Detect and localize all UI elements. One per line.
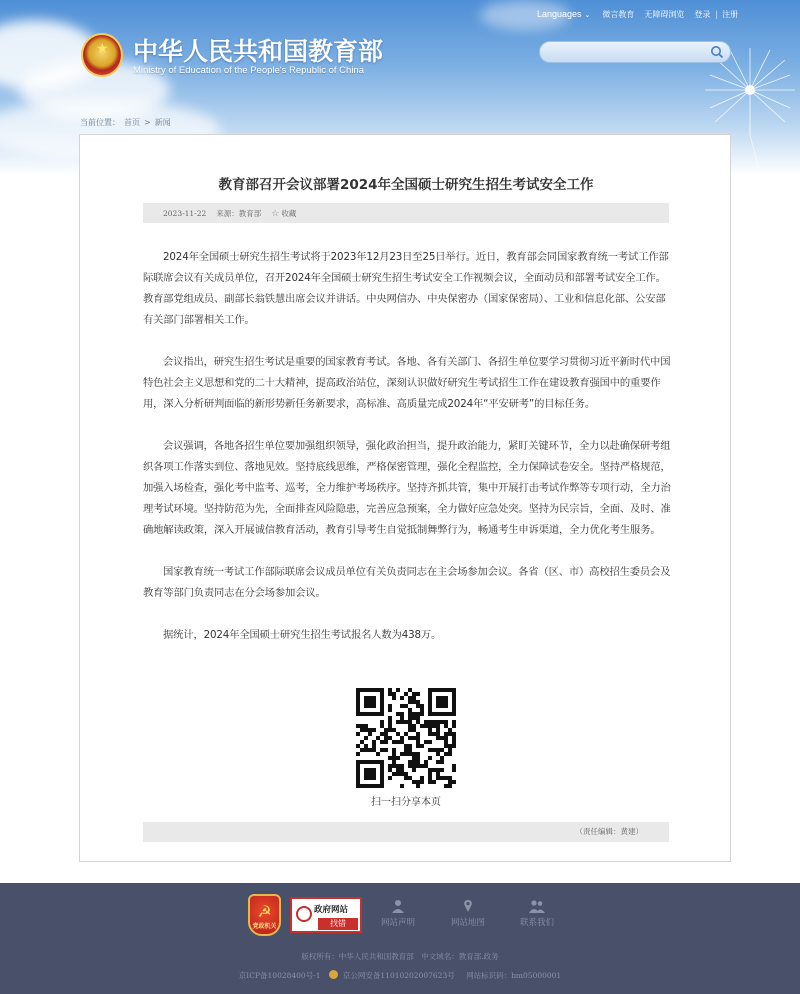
login-link[interactable]: 登录 [694, 9, 711, 19]
qr-caption: 扫一扫分享本页 [371, 797, 441, 808]
breadcrumb-prefix: 当前位置： [80, 118, 120, 127]
search-input[interactable] [550, 45, 710, 59]
footer-link-statement[interactable] [368, 899, 428, 928]
star-icon: ★ [96, 41, 109, 57]
search-icon[interactable] [710, 45, 724, 59]
icp-link[interactable]: 京ICP备10028400号-1 [238, 971, 321, 980]
copyright-text: 版权所有：中华人民共和国教育部 中文域名：教育部.政务 [301, 952, 499, 961]
accessibility-link[interactable]: 无障碍浏览 [644, 9, 685, 19]
footer-link-label: 网站地图 [450, 918, 485, 928]
record-info [0, 970, 800, 981]
police-record-link[interactable] [329, 971, 458, 980]
footer-link-sitemap[interactable] [438, 899, 498, 928]
article-paragraph: 2024年全国硕士研究生招生考试将于2023年12月23日至25日举行。近日，教育部会同国家教育统一考试工作部际联席会议有关成员单位，召开2024年全国硕士研究生招生考试安全工作视频会议，全面动员和部署考试安全工作。教育部党组成员、副部长翁铁慧出席会议并讲话。中央网信办、中央保密办（国家保密局）、工业和信息化部、公安部有关部门部署相关工作。 [143, 251, 669, 326]
national-emblem-logo[interactable] [81, 33, 123, 77]
article-meta-bar [143, 203, 669, 223]
party-emblem-icon: ☭ [257, 902, 272, 921]
gov-badge-line2: 找错 [318, 918, 358, 930]
languages-dropdown[interactable] [537, 9, 590, 19]
article-paragraph: 会议强调，各地各招生单位要加强组织领导，强化政治担当，提升政治能力，紧盯关键环节，全力以赴确保研考组织各项工作落实到位、落地见效。坚持底线思维，严格保密管理，强化全程监控，全力保障试卷安全。坚持严格规范，加强入场检查，强化考中监考、巡考，全力维护考场秩序。坚持齐抓共管，集中开展打击考试作弊等专项行动，全力治理考试环境。坚持防范为先，全面排查风险隐患，完善应急预案，全力做好应急处突。坚持为民宗旨，全面、及时、准确地解读政策，深入开展诚信教育活动，教育引导考生自觉抵制舞弊行为，畅通考生申诉渠道，全力优化考生服务。 [143, 440, 671, 536]
article-date: 2023-11-22 [163, 208, 207, 218]
article-paragraph: 会议指出，研究生招生考试是重要的国家教育考试。各地、各有关部门、各招生单位要学习贯彻习近平新时代中国特色社会主义思想和党的二十大精神，提高政治站位，深刻认识做好研究生考试招生工作在建设教育强国中的重要作用，深入分析研判面临的新形势新任务新要求，高标准、高质量完成2024年“平安研考”的目标任务。 [143, 356, 671, 410]
article-title: 教育部召开会议部署2024年全国硕士研究生招生考试安全工作 [218, 177, 594, 193]
site-subtitle: Ministry of Education of the People's Republic of China [133, 65, 364, 76]
person-icon [391, 899, 405, 913]
article-source: 来源：教育部 [216, 208, 262, 218]
search-box [539, 41, 731, 63]
chevron-down-icon: ⌄ [584, 12, 591, 19]
breadcrumb-home[interactable]: 首页 [124, 118, 140, 127]
site-code: 网站标识码：bm05000001 [466, 971, 562, 980]
nav-divider: | [715, 9, 719, 19]
favorite-button[interactable] [271, 208, 306, 219]
article-content [143, 247, 673, 667]
footer-link-contact[interactable] [507, 899, 567, 928]
footer-link-label: 联系我们 [519, 918, 554, 928]
gov-website-error-report-badge[interactable] [290, 897, 362, 933]
favorite-label: 收藏 [281, 208, 297, 218]
weiyan-link[interactable]: 微言教育 [602, 9, 635, 19]
police-record-text: 京公网安备11010202007623号 [342, 971, 455, 980]
gov-badge-line1: 政府网站 [314, 905, 349, 915]
magnifier-icon [296, 906, 312, 922]
footer-link-label: 网站声明 [380, 918, 415, 928]
register-link[interactable]: 注册 [722, 9, 739, 19]
top-nav [537, 8, 748, 20]
footer [0, 883, 800, 994]
breadcrumb-news[interactable]: 新闻 [154, 118, 171, 127]
editor-bar [143, 822, 669, 842]
party-government-badge[interactable] [248, 894, 281, 936]
police-badge-icon [329, 970, 338, 979]
breadcrumb-separator: > [144, 118, 151, 127]
site-title[interactable]: 中华人民共和国教育部 [133, 37, 384, 66]
star-outline-icon: ☆ [271, 208, 280, 219]
party-badge-text: 党政机关 [252, 923, 277, 930]
article-paragraph: 据统计，2024年全国硕士研究生招生考试报名人数为438万。 [163, 629, 442, 641]
article-card [79, 134, 731, 862]
group-icon [529, 899, 545, 913]
responsible-editor: （责任编辑：黄建） [575, 827, 643, 836]
map-pin-icon [461, 899, 475, 913]
share-qr-code [356, 688, 456, 788]
breadcrumb [80, 117, 175, 128]
languages-label: Languages [537, 9, 582, 19]
article-paragraph: 国家教育统一考试工作部际联席会议成员单位有关负责同志在主会场参加会议。各省（区、市）高校招生委员会及教育等部门负责同志在分会场参加会议。 [143, 566, 671, 599]
